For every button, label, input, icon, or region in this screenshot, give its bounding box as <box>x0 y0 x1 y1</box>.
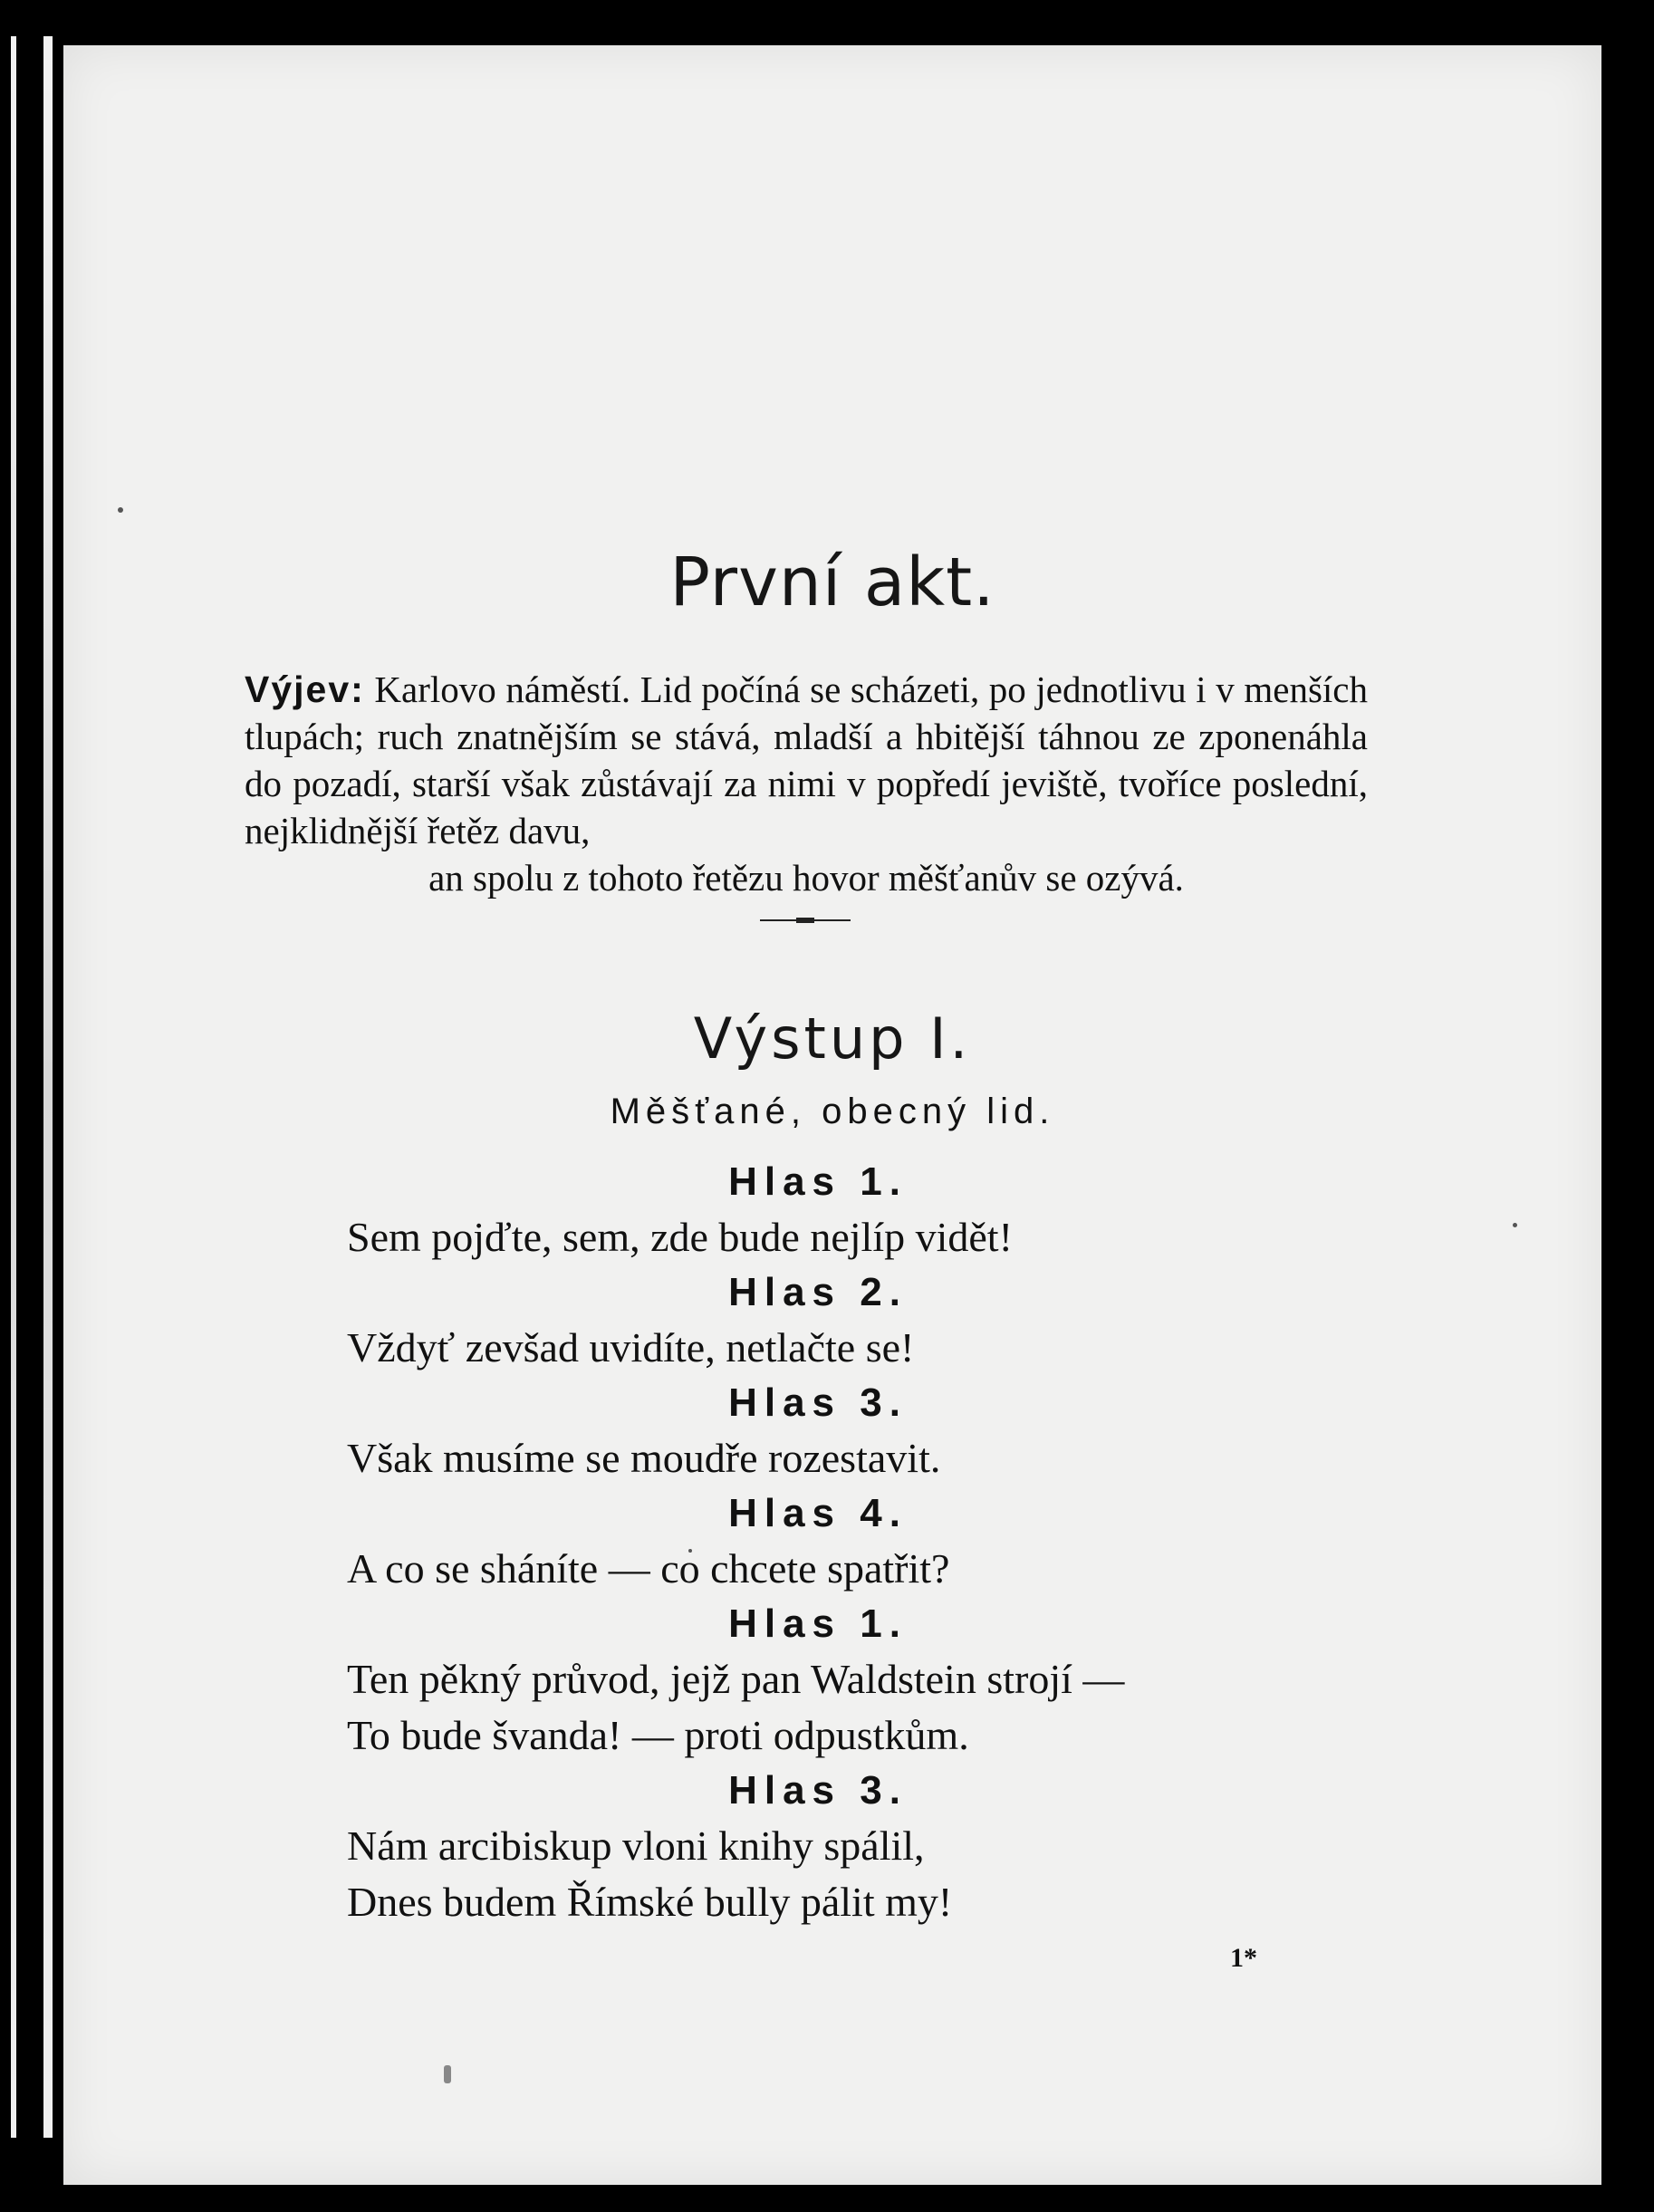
scene-description-lead: Výjev: <box>245 668 365 710</box>
scene-description-last-line: an spolu z tohoto řetězu hovor měšťanův se ozývá. <box>428 857 1184 899</box>
speaker-label: Hlas 4. <box>728 1491 908 1535</box>
dialogue-line: Však musíme se moudře rozestavit. <box>347 1435 941 1481</box>
dialogue-line: Nám arcibiskup vloni knihy spálil, <box>347 1822 925 1869</box>
paper-speck <box>118 507 123 513</box>
scene-description <box>245 666 1368 901</box>
paper-speck <box>1513 1223 1517 1227</box>
scene-cast: Měšťané, obecný lid. <box>610 1092 1055 1131</box>
dialogue-line: Vždyť zevšad uvidíte, netlačte se! <box>347 1324 915 1370</box>
book-spine-edge <box>0 0 71 2212</box>
dialogue-line: A co se sháníte — co chcete spatřit? <box>347 1545 950 1592</box>
scene-description-text: Karlovo náměstí. Lid počíná se scházeti, po jednotlivu i v menších tlupách; ruch znatnějším se stává, mladší a hbitější táhnou ze zponenáhla do pozadí, starší však zůstávají za nimi v popředí jeviště, tvoříce poslední, nejklidnější řetěz davu, <box>245 668 1368 851</box>
dialogue-line: To bude švanda! — proti odpustkům. <box>347 1712 969 1758</box>
spine-fold-line <box>43 36 53 2138</box>
section-divider-ornament <box>760 918 851 923</box>
speaker-label: Hlas 1. <box>728 1159 908 1204</box>
paper-stain <box>444 2065 451 2083</box>
dialogue-line: Ten pěkný průvod, jejž pan Waldstein strojí — <box>347 1656 1125 1702</box>
dialogue-line: Dnes budem Římské bully pálit my! <box>347 1879 953 1925</box>
act-title: První akt. <box>669 543 995 621</box>
book-page <box>63 45 1601 2185</box>
speaker-label: Hlas 2. <box>728 1270 908 1314</box>
dialogue-line: Sem pojďte, sem, zde bude nejlíp vidět! <box>347 1214 1013 1260</box>
speaker-label: Hlas 3. <box>728 1380 908 1425</box>
printer-signature-mark: 1* <box>1230 1943 1257 1973</box>
speaker-label: Hlas 1. <box>728 1601 908 1646</box>
speaker-label: Hlas 3. <box>728 1768 908 1813</box>
dialogue <box>347 1155 1434 1930</box>
scene-title: Výstup I. <box>693 1005 972 1072</box>
spine-fold-line <box>11 36 16 2138</box>
